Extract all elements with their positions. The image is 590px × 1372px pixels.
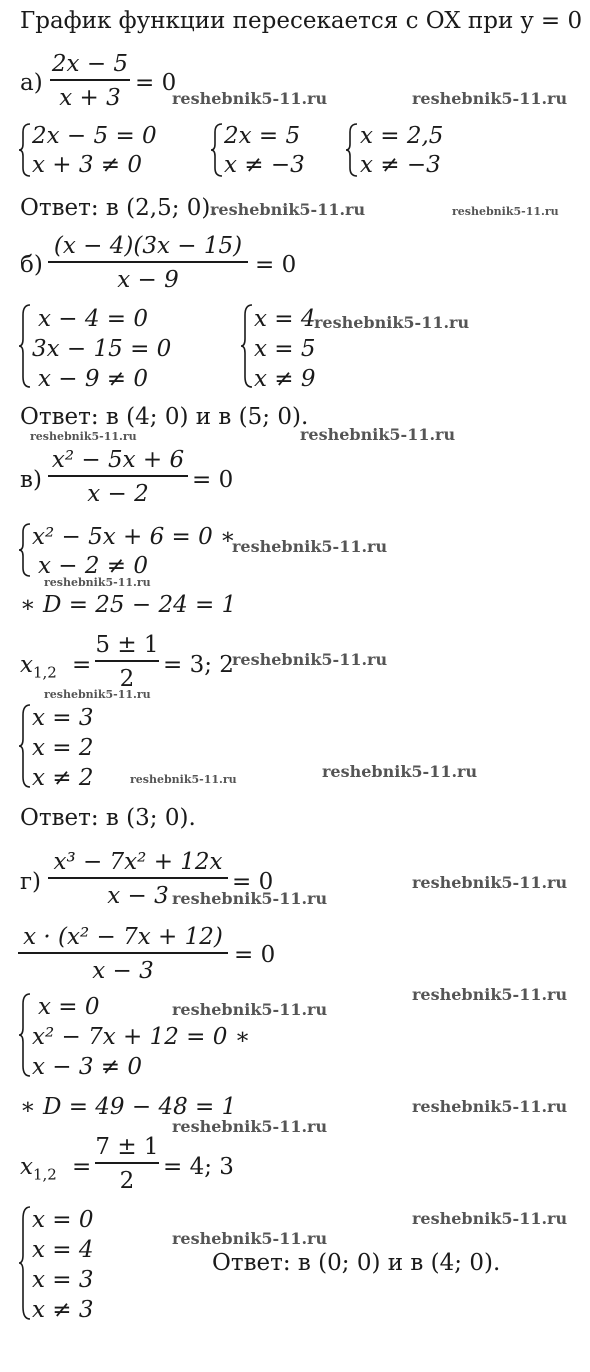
part-b-sys1-line1: x − 4 = 0: [38, 306, 149, 332]
watermark: reshebnik5-11.ru: [412, 1209, 568, 1228]
brace-icon: [18, 122, 32, 178]
page-title: График функции пересекается с OX при y = 0: [20, 8, 583, 34]
roots-subscript: 1,2: [32, 1165, 57, 1184]
part-b-sys2-line3: x ≠ 9: [254, 366, 316, 392]
part-g-numerator: x³ − 7x² + 12x: [53, 849, 223, 875]
part-b-denominator: x − 9: [117, 267, 179, 293]
part-v-sys2-line1: x = 3: [32, 705, 94, 731]
part-a-denominator: x + 3: [59, 85, 121, 111]
watermark: reshebnik5-11.ru: [452, 205, 559, 218]
fraction-bar: [48, 877, 228, 879]
brace-icon: [240, 303, 254, 389]
part-g-fraction2: [18, 923, 228, 985]
fraction-bar: [95, 660, 159, 662]
brace-icon: [18, 992, 32, 1078]
fraction-bar: [48, 475, 188, 477]
part-b-answer: Ответ: в (4; 0) и в (5; 0).: [20, 404, 309, 430]
part-a-label: а): [20, 70, 43, 96]
part-g-roots-fraction: [95, 1133, 159, 1195]
part-a-sys3-line2: x ≠ −3: [360, 152, 441, 178]
part-v-numerator: x² − 5x + 6: [51, 447, 185, 473]
watermark: reshebnik5-11.ru: [44, 576, 151, 589]
part-a-sys2-line2: x ≠ −3: [224, 152, 305, 178]
part-g-denominator2: x − 3: [92, 958, 154, 984]
watermark: reshebnik5-11.ru: [172, 1117, 328, 1136]
brace-icon: [18, 703, 32, 789]
part-g-discriminant: ∗ D = 49 − 48 = 1: [20, 1094, 237, 1120]
roots-variable: x: [20, 1154, 33, 1180]
roots-variable: x: [20, 652, 33, 678]
watermark: reshebnik5-11.ru: [232, 650, 388, 669]
part-g-denominator: x − 3: [107, 883, 169, 909]
part-v-roots-eq: =: [72, 652, 92, 678]
watermark: reshebnik5-11.ru: [172, 1229, 328, 1248]
part-g-equals: = 0: [232, 869, 274, 895]
roots-numerator: 5 ± 1: [95, 632, 159, 658]
part-a-sys3-line1: x = 2,5: [360, 123, 444, 149]
watermark: reshebnik5-11.ru: [130, 773, 237, 786]
part-v-denominator: x − 2: [87, 481, 149, 507]
part-g-sys1-line3: x − 3 ≠ 0: [32, 1054, 143, 1080]
fraction-bar: [18, 952, 228, 954]
part-a-equals: = 0: [135, 70, 177, 96]
watermark: reshebnik5-11.ru: [322, 762, 478, 781]
fraction-bar: [50, 79, 130, 81]
fraction-bar: [48, 261, 248, 263]
part-a-answer: Ответ: в (2,5; 0).: [20, 195, 218, 221]
part-v-sys2-line3: x ≠ 2: [32, 765, 94, 791]
brace-icon: [210, 122, 224, 178]
part-a-numerator: 2x − 5: [51, 51, 129, 77]
part-a-sys1-line2: x + 3 ≠ 0: [32, 152, 143, 178]
brace-icon: [18, 303, 32, 389]
part-v-label: в): [20, 467, 42, 493]
part-g-roots-lhs: [20, 1154, 57, 1188]
brace-icon: [18, 522, 32, 578]
part-v-answer: Ответ: в (3; 0).: [20, 805, 196, 831]
part-g-sys2-line4: x ≠ 3: [32, 1297, 94, 1323]
watermark: reshebnik5-11.ru: [210, 200, 366, 219]
part-a-sys2-line1: 2x = 5: [224, 123, 301, 149]
part-g-sys1-line1: x = 0: [38, 994, 100, 1020]
watermark: reshebnik5-11.ru: [412, 1097, 568, 1116]
watermark: reshebnik5-11.ru: [30, 430, 137, 443]
part-v-fraction: [48, 446, 188, 508]
part-b-fraction: [48, 232, 248, 294]
part-v-roots-lhs: [20, 652, 57, 686]
part-b-sys1-line2: 3x − 15 = 0: [32, 336, 172, 362]
watermark: reshebnik5-11.ru: [172, 89, 328, 108]
part-g-numerator2: x · (x² − 7x + 12): [23, 924, 223, 950]
watermark: reshebnik5-11.ru: [412, 873, 568, 892]
part-a-fraction: [50, 50, 130, 112]
part-b-equals: = 0: [255, 252, 297, 278]
watermark: reshebnik5-11.ru: [44, 688, 151, 701]
part-g-equals2: = 0: [234, 942, 276, 968]
part-g-sys2-line3: x = 3: [32, 1267, 94, 1293]
part-v-roots-fraction: [95, 631, 159, 693]
part-v-discriminant: ∗ D = 25 − 24 = 1: [20, 592, 237, 618]
brace-icon: [18, 1205, 32, 1321]
part-g-sys2-line1: x = 0: [32, 1207, 94, 1233]
part-v-equals: = 0: [192, 467, 234, 493]
roots-denominator: 2: [119, 1168, 135, 1194]
fraction-bar: [95, 1162, 159, 1164]
part-v-roots-rhs: = 3; 2: [163, 652, 234, 678]
watermark: reshebnik5-11.ru: [412, 985, 568, 1004]
part-g-roots-rhs: = 4; 3: [163, 1154, 234, 1180]
brace-icon: [345, 122, 359, 178]
part-g-sys1-line2: x² − 7x + 12 = 0 ∗: [32, 1024, 251, 1050]
part-b-sys1-line3: x − 9 ≠ 0: [38, 366, 149, 392]
part-v-sys1-line2: x − 2 ≠ 0: [38, 553, 149, 579]
part-b-label: б): [20, 252, 43, 278]
watermark: reshebnik5-11.ru: [172, 1000, 328, 1019]
roots-numerator: 7 ± 1: [95, 1134, 159, 1160]
part-b-sys2-line2: x = 5: [254, 336, 316, 362]
part-g-answer: Ответ: в (0; 0) и в (4; 0).: [212, 1250, 501, 1276]
watermark: reshebnik5-11.ru: [412, 89, 568, 108]
roots-subscript: 1,2: [32, 663, 57, 682]
part-g-sys2-line2: x = 4: [32, 1237, 94, 1263]
watermark: reshebnik5-11.ru: [232, 537, 388, 556]
part-b-sys2-line1: x = 4: [254, 306, 316, 332]
watermark: reshebnik5-11.ru: [314, 313, 470, 332]
part-a-sys1-line1: 2x − 5 = 0: [32, 123, 157, 149]
part-v-sys2-line2: x = 2: [32, 735, 94, 761]
watermark: reshebnik5-11.ru: [300, 425, 456, 444]
part-g-roots-eq: =: [72, 1154, 92, 1180]
part-b-numerator: (x − 4)(3x − 15): [53, 233, 243, 259]
roots-denominator: 2: [119, 666, 135, 692]
part-g-label: г): [20, 869, 42, 895]
watermark: reshebnik5-11.ru: [172, 889, 328, 908]
part-v-sys1-line1: x² − 5x + 6 = 0 ∗: [32, 524, 236, 550]
